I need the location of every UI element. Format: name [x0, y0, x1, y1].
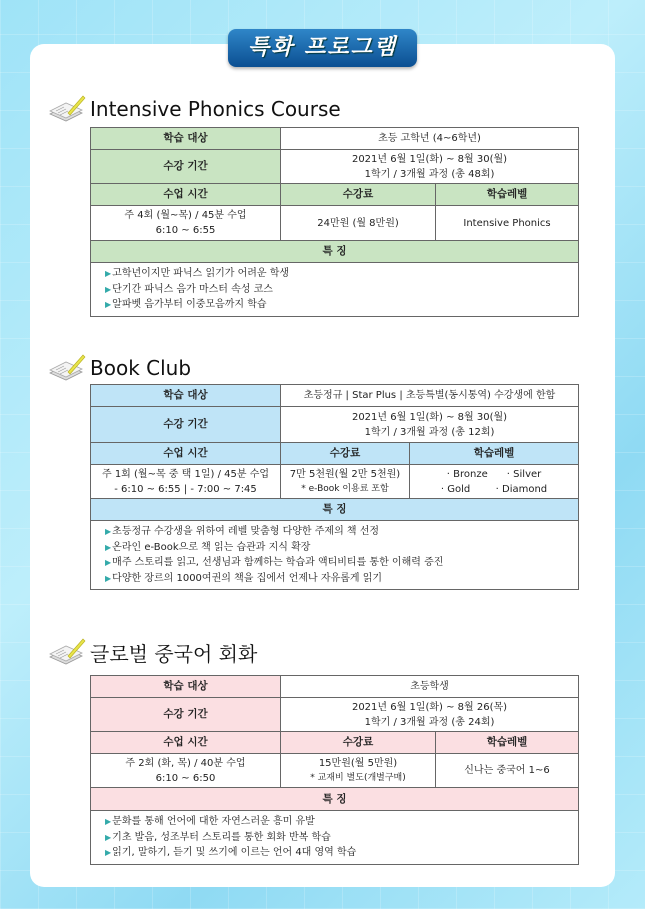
- row-headers: [91, 443, 579, 465]
- header-cell-period: 수강 기간: [91, 407, 281, 443]
- cell-line: 주 4회 (월~목) / 45분 수업: [124, 210, 247, 221]
- row-features-header: [91, 788, 579, 811]
- feature-item: [105, 282, 578, 298]
- triangle-bullet-icon: ▶: [105, 284, 112, 294]
- row-headers: [91, 732, 579, 754]
- triangle-bullet-icon: ▶: [105, 558, 112, 567]
- cell-line: · Bronze · Silver: [446, 468, 542, 480]
- triangle-bullet-icon: ▶: [105, 542, 112, 552]
- header-cell-fee: 수강료: [281, 732, 436, 754]
- header-cell-features: 특 징: [91, 499, 579, 521]
- triangle-bullet-icon: ▶: [105, 832, 112, 842]
- feature-text: 기초 발음, 성조부터 스토리를 통한 회화 반복 학습: [112, 831, 331, 843]
- feature-text: 초등정규 수강생을 위하여 레벨 맞춤형 다양한 주제의 책 선정: [112, 526, 380, 537]
- time-value: [91, 206, 281, 241]
- section-title-text: 글로벌 중국어 회화: [90, 641, 258, 666]
- cell-line: 2021년 6월 1일(화) ~ 8월 26(목): [351, 701, 508, 713]
- row-features-header: [91, 241, 579, 263]
- feature-item: [105, 845, 578, 861]
- time-value: [91, 465, 281, 499]
- row-features: [91, 521, 579, 590]
- cell-line: 24만원 (월 8만원): [317, 217, 399, 229]
- row-period: [91, 698, 579, 732]
- level-value: [436, 754, 579, 788]
- header-cell-time: 수업 시간: [91, 443, 281, 465]
- course-table-3: [90, 675, 579, 865]
- period-value: [281, 407, 579, 443]
- time-value: [91, 754, 281, 788]
- cell-line: 2021년 6월 1일(화) ~ 8월 30(월): [351, 153, 508, 165]
- feature-item: [105, 555, 578, 571]
- cell-line: - 6:10 ~ 6:55 | - 7:00 ~ 7:45: [114, 483, 257, 495]
- cell-line: 1학기 / 3개월 과정 (총 12회): [364, 426, 495, 438]
- feature-item: [105, 297, 578, 313]
- section-title: [48, 353, 191, 383]
- cell-line: 7만 5천원(월 2만 5천원): [289, 468, 401, 480]
- cell-line: Intensive Phonics: [463, 217, 551, 229]
- triangle-bullet-icon: ▶: [105, 817, 112, 826]
- target-value: 초등 고학년 (4~6학년): [281, 128, 579, 150]
- target-value: 초등학생: [281, 676, 579, 698]
- row-period: [91, 150, 579, 184]
- feature-text: 매주 스토리를 읽고, 선생님과 함께하는 학습과 액티비티를 통한 이해력 증진: [112, 557, 444, 568]
- cell-line: 주 2회 (화, 목) / 40분 수업: [125, 757, 246, 769]
- cell-line: * e-Book 이용료 포함: [301, 483, 389, 494]
- triangle-bullet-icon: ▶: [105, 848, 112, 857]
- triangle-bullet-icon: ▶: [105, 269, 112, 278]
- notebook-pen-icon: [48, 637, 86, 667]
- header-cell-level: 학습레벨: [410, 443, 579, 465]
- cell-line: 신나는 중국어 1~6: [464, 765, 550, 776]
- feature-text: 알파벳 음가부터 이중모음까지 학습: [112, 299, 267, 310]
- header-cell-time: 수업 시간: [91, 732, 281, 754]
- feature-text: 고학년이지만 파닉스 읽기가 어려운 학생: [112, 268, 290, 279]
- period-value: [281, 698, 579, 732]
- header-cell-fee: 수강료: [281, 184, 436, 206]
- row-values: [91, 465, 579, 499]
- header-cell-period: 수강 기간: [91, 698, 281, 732]
- header-cell-target: 학습 대상: [91, 128, 281, 150]
- cell-line: 6:10 ~ 6:55: [155, 225, 216, 236]
- feature-text: 다양한 장르의 1000여권의 책을 집에서 언제나 자유롭게 읽기: [112, 572, 383, 584]
- features-list: [91, 811, 579, 865]
- row-features-header: [91, 499, 579, 521]
- cell-line: * 교재비 별도(개별구매): [310, 772, 406, 783]
- header-cell-time: 수업 시간: [91, 184, 281, 206]
- row-features: [91, 811, 579, 865]
- feature-item: [105, 524, 578, 540]
- feature-text: 문화를 통해 언어에 대한 자연스러운 흥미 유발: [112, 816, 315, 827]
- header-cell-level: 학습레벨: [436, 184, 579, 206]
- period-value: [281, 150, 579, 184]
- feature-item: [105, 266, 578, 282]
- header-cell-features: 특 징: [91, 788, 579, 811]
- row-target: [91, 676, 579, 698]
- feature-item: [105, 830, 578, 846]
- feature-text: 읽기, 말하기, 듣기 및 쓰기에 이르는 언어 4대 영역 학습: [112, 847, 357, 858]
- course-table-1: [90, 127, 579, 317]
- section-title-text: Book Club: [90, 356, 192, 380]
- level-value: [410, 465, 579, 499]
- features-list: [91, 521, 579, 590]
- row-features: [91, 263, 579, 317]
- course-table-2: [90, 384, 579, 590]
- notebook-pen-icon: [48, 94, 86, 124]
- feature-text: 단기간 파닉스 음가 마스터 속성 코스: [112, 283, 273, 295]
- row-target: [91, 385, 579, 407]
- feature-item: [105, 540, 578, 556]
- page-title-banner: 특화 프로그램: [228, 29, 417, 67]
- header-cell-fee: 수강료: [281, 443, 410, 465]
- section-title: [48, 94, 341, 124]
- header-cell-period: 수강 기간: [91, 150, 281, 184]
- level-value: [436, 206, 579, 241]
- triangle-bullet-icon: ▶: [105, 573, 112, 583]
- row-values: [91, 206, 579, 241]
- feature-item: [105, 571, 578, 587]
- header-cell-target: 학습 대상: [91, 385, 281, 407]
- row-period: [91, 407, 579, 443]
- cell-line: · Gold · Diamond: [440, 483, 548, 495]
- section-title-text: Intensive Phonics Course: [90, 97, 341, 121]
- row-target: [91, 128, 579, 150]
- target-value: 초등정규 | Star Plus | 초등특별(동시통역) 수강생에 한함: [281, 385, 579, 407]
- header-cell-features: 특 징: [91, 241, 579, 263]
- section-title: [48, 637, 257, 667]
- header-cell-level: 학습레벨: [436, 732, 579, 754]
- cell-line: 1학기 / 3개월 과정 (총 24회): [364, 716, 495, 728]
- cell-line: 1학기 / 3개월 과정 (총 48회): [364, 168, 495, 180]
- notebook-pen-icon: [48, 353, 86, 383]
- fee-value: [281, 206, 436, 241]
- cell-line: 6:10 ~ 6:50: [155, 772, 216, 784]
- header-cell-target: 학습 대상: [91, 676, 281, 698]
- cell-line: 15만원(월 5만원): [318, 757, 398, 769]
- row-values: [91, 754, 579, 788]
- cell-line: 2021년 6월 1일(화) ~ 8월 30(월): [351, 411, 508, 423]
- fee-value: [281, 465, 410, 499]
- features-list: [91, 263, 579, 317]
- triangle-bullet-icon: ▶: [105, 300, 112, 309]
- feature-text: 온라인 e-Book으로 책 읽는 습관과 지식 확장: [112, 541, 311, 553]
- fee-value: [281, 754, 436, 788]
- triangle-bullet-icon: ▶: [105, 527, 112, 536]
- feature-item: [105, 814, 578, 830]
- cell-line: 주 1회 (월~목 중 택 1일) / 45분 수업: [101, 468, 270, 480]
- row-headers: [91, 184, 579, 206]
